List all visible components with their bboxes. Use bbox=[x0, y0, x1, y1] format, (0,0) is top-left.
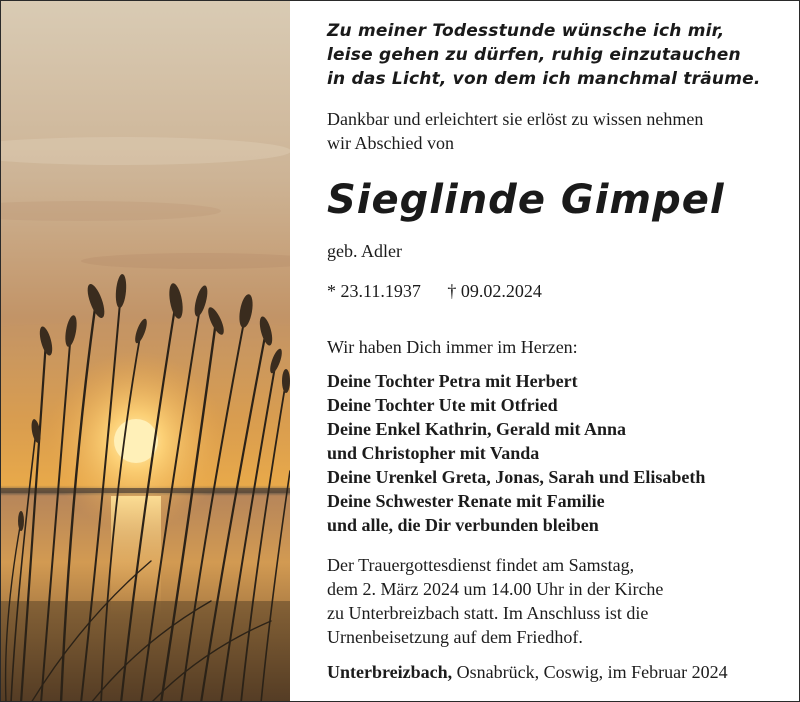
poem bbox=[327, 19, 789, 91]
place-bold: Unterbreizbach, bbox=[327, 662, 453, 682]
death-date: † 09.02.2024 bbox=[447, 281, 542, 301]
funeral-service-info bbox=[327, 553, 663, 649]
poem-line: leise gehen zu dürfen, ruhig einzutauchen bbox=[327, 45, 741, 65]
mourner-line: und alle, die Dir verbunden bleiben bbox=[327, 515, 599, 535]
birth-name: geb. Adler bbox=[327, 241, 402, 261]
service-line: Urnenbeisetzung auf dem Friedhof. bbox=[327, 627, 583, 647]
mourner-line: Deine Urenkel Greta, Jonas, Sarah und Elisabeth bbox=[327, 467, 706, 487]
mourners-list bbox=[327, 369, 705, 537]
birth-date: * 23.11.1937 bbox=[327, 281, 421, 301]
life-dates bbox=[327, 281, 542, 302]
mourner-line: Deine Enkel Kathrin, Gerald mit Anna bbox=[327, 419, 627, 439]
place-and-date bbox=[327, 662, 728, 683]
poem-line: in das Licht, von dem ich manchmal träume. bbox=[327, 69, 761, 89]
remembrance-line: Wir haben Dich immer im Herzen: bbox=[327, 337, 578, 357]
mourner-line: Deine Schwester Renate mit Familie bbox=[327, 491, 605, 511]
place-rest: Osnabrück, Coswig, im Februar 2024 bbox=[452, 662, 728, 682]
mourner-line: Deine Tochter Ute mit Otfried bbox=[327, 395, 558, 415]
intro-line: Dankbar und erleichtert sie erlöst zu wissen nehmen bbox=[327, 109, 704, 129]
intro-line: wir Abschied von bbox=[327, 133, 454, 153]
service-line: dem 2. März 2024 um 14.00 Uhr in der Kirche bbox=[327, 579, 664, 599]
mourner-line: und Christopher mit Vanda bbox=[327, 443, 540, 463]
mourner-line: Deine Tochter Petra mit Herbert bbox=[327, 371, 578, 391]
poem-line: Zu meiner Todesstunde wünsche ich mir, bbox=[327, 21, 725, 41]
deceased-name: Sieglinde Gimpel bbox=[327, 177, 725, 223]
intro-text bbox=[327, 107, 703, 155]
service-line: Der Trauergottesdienst findet am Samstag, bbox=[327, 555, 635, 575]
sunset-reeds-photo bbox=[1, 1, 290, 702]
service-line: zu Unterbreizbach statt. Im Anschluss ist die bbox=[327, 603, 649, 623]
